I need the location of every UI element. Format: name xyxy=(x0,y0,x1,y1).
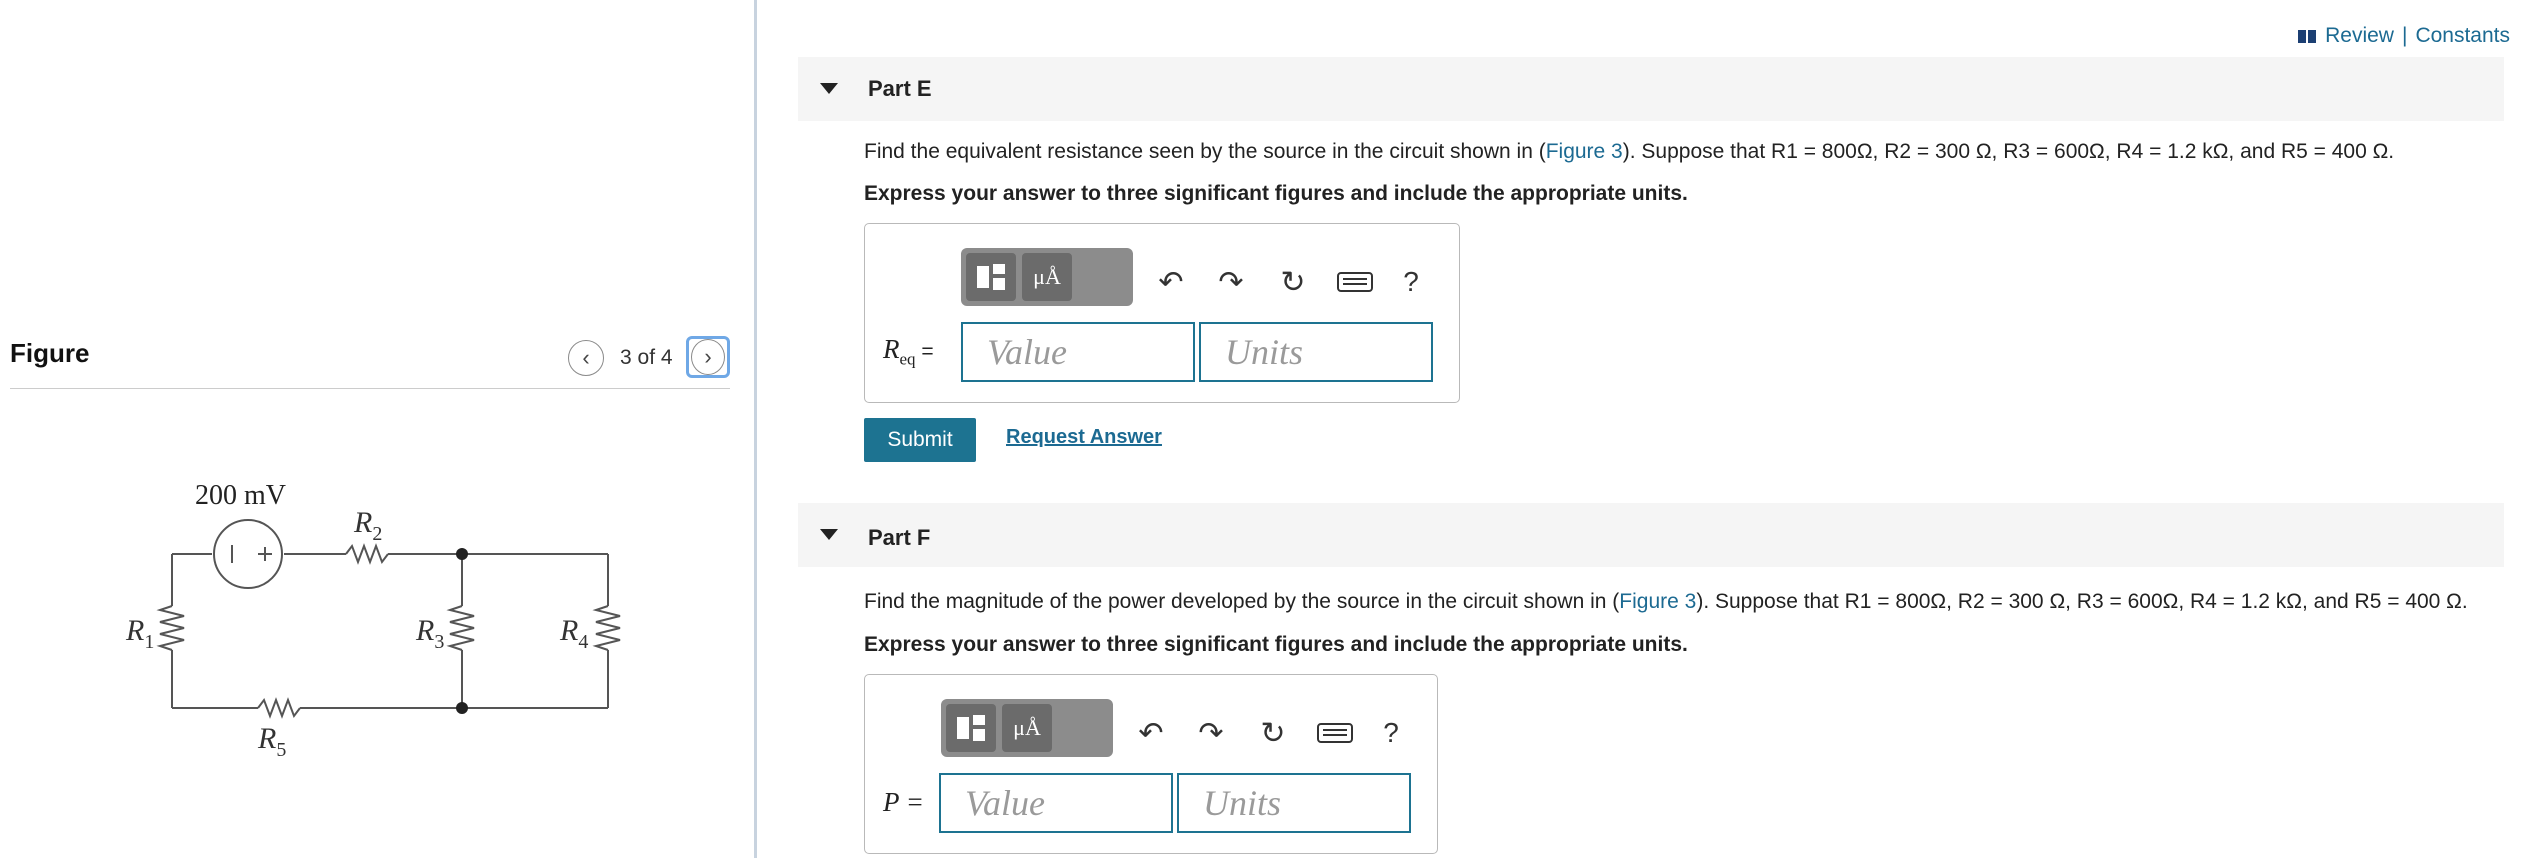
previous-figure-button[interactable] xyxy=(568,340,604,376)
part-e-variable-label: $R_{eq}$ = xyxy=(883,334,934,369)
r2-label: $R_2$ xyxy=(354,506,383,545)
collapse-caret-icon[interactable] xyxy=(820,529,838,540)
chevron-left-icon: ‹ xyxy=(582,345,590,370)
collapse-caret-icon[interactable] xyxy=(820,83,838,94)
part-e-header[interactable] xyxy=(798,57,2504,121)
templates-icon xyxy=(975,262,1007,292)
keyboard-icon[interactable] xyxy=(1305,713,1365,753)
book-icon xyxy=(2297,28,2317,44)
units-button[interactable]: μÅ xyxy=(1002,704,1052,752)
request-answer-link[interactable]: Request Answer xyxy=(1006,426,1162,448)
constants-link[interactable]: Constants xyxy=(2415,24,2510,47)
part-f-variable-label: P = xyxy=(883,787,924,817)
part-e-instruction: Express your answer to three significant figures and include the appropriate units. xyxy=(864,182,1688,205)
part-f-given-values: R1 = 800Ω, R2 = 300 Ω, R3 = 600Ω, R4 = 1.2 kΩ, and R5 = 400 Ω. xyxy=(1844,590,2468,613)
part-f-answer-box xyxy=(864,674,1438,854)
help-button[interactable]: ? xyxy=(1403,266,1419,297)
undo-icon[interactable]: ↶ xyxy=(1158,265,1184,299)
part-f-instruction: Express your answer to three significant figures and include the appropriate units. xyxy=(864,633,1688,656)
part-f-title: Part F xyxy=(868,525,931,550)
figure-page-counter: 3 of 4 xyxy=(620,346,673,369)
figure-divider xyxy=(10,388,730,389)
chevron-right-icon: › xyxy=(691,339,725,375)
source-voltage-label: 200 mV xyxy=(195,480,286,511)
redo-icon[interactable]: ↷ xyxy=(1198,716,1224,750)
r3-label: $R_3$ xyxy=(416,614,445,653)
part-e-given-values: R1 = 800Ω, R2 = 300 Ω, R3 = 600Ω, R4 = 1.2 kΩ, and R5 = 400 Ω. xyxy=(1771,140,2395,163)
templates-button[interactable] xyxy=(946,704,996,752)
review-link[interactable]: Review xyxy=(2325,24,2394,47)
part-e-question: Find the equivalent resistance seen by the source in the circuit shown in (Figure 3). Suppose that R1 = 800Ω, R2 = 300 Ω, R3 = 600Ω, R4 = 1.2 kΩ, and R5 = 400 Ω. xyxy=(864,140,2395,163)
keyboard-icon[interactable] xyxy=(1325,262,1385,302)
math-toolbar-group xyxy=(941,699,1113,757)
part-f-header[interactable] xyxy=(798,503,2504,567)
part-f-question: Find the magnitude of the power developed by the source in the circuit shown in (Figure 3). Suppose that R1 = 800Ω, R2 = 300 Ω, R3 = 600Ω, R4 = 1.2 kΩ, and R5 = 400 Ω. xyxy=(864,590,2468,613)
part-e-value-input[interactable]: Value xyxy=(961,322,1195,382)
figure-title: Figure xyxy=(10,338,90,368)
reset-icon[interactable]: ↻ xyxy=(1260,716,1286,750)
submit-button[interactable]: Submit xyxy=(864,418,976,462)
header-separator: | xyxy=(2401,24,2408,47)
part-e-units-input[interactable]: Units xyxy=(1199,322,1433,382)
figure-pane xyxy=(0,0,756,858)
review-constants-links xyxy=(2297,24,2510,48)
pane-divider[interactable] xyxy=(754,0,757,858)
part-f-units-input[interactable]: Units xyxy=(1177,773,1411,833)
r4-label: $R_4$ xyxy=(560,614,589,653)
help-button[interactable]: ? xyxy=(1383,717,1399,748)
templates-button[interactable] xyxy=(966,253,1016,301)
figure-3-link[interactable]: Figure 3 xyxy=(1619,590,1697,613)
reset-icon[interactable]: ↻ xyxy=(1280,265,1306,299)
undo-icon[interactable]: ↶ xyxy=(1138,716,1164,750)
part-f-value-input[interactable]: Value xyxy=(939,773,1173,833)
units-button[interactable]: μÅ xyxy=(1022,253,1072,301)
templates-icon xyxy=(955,713,987,743)
next-figure-button[interactable] xyxy=(686,336,730,378)
r5-label: $R_5$ xyxy=(258,722,287,761)
circuit-diagram xyxy=(0,470,756,770)
math-toolbar-group xyxy=(961,248,1133,306)
part-e-answer-box xyxy=(864,223,1460,403)
redo-icon[interactable]: ↷ xyxy=(1218,265,1244,299)
r1-label: $R_1$ xyxy=(126,614,155,653)
figure-3-link[interactable]: Figure 3 xyxy=(1545,140,1623,163)
part-e-title: Part E xyxy=(868,76,932,101)
